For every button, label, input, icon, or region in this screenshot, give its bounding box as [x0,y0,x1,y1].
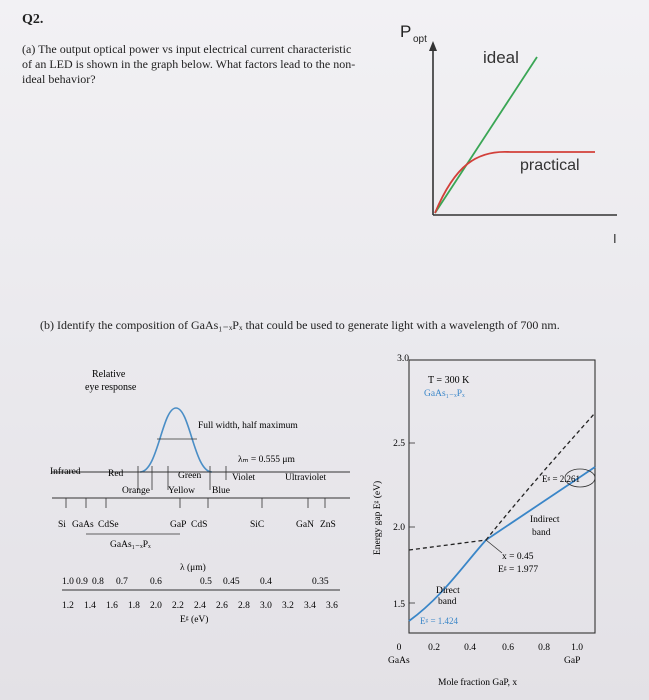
sketch-x-axis-label: I [613,231,617,246]
sketch-y-axis-subscript: opt [413,34,427,45]
svg-text:2.0: 2.0 [393,523,405,533]
red-label: Red [108,469,124,479]
svg-text:3.0: 3.0 [397,354,409,364]
svg-text:1.0: 1.0 [62,577,74,587]
fwhm-label: Full width, half maximum [198,421,298,431]
svg-text:3.6: 3.6 [326,601,338,611]
material-gap: GaP [170,520,187,530]
pi-sketch [395,15,640,260]
bandgap-y-title: Energy gap Eᵍ (eV) [373,480,383,555]
sketch-y-arrow [429,41,437,51]
ideal-curve [435,57,537,213]
practical-label: practical [520,157,580,174]
material-cds: CdS [191,520,208,530]
svg-text:0.35: 0.35 [312,577,329,587]
bandgap-x-title: Mole fraction GaP, x [438,678,518,688]
indirect-label-2: band [532,528,551,538]
question-part-b: (b) Identify the composition of GaAs₁₋ₓPₓ that could be used to generate light with a wavelength of 700 nm. [40,318,560,332]
svg-text:1.5: 1.5 [393,600,405,610]
material-ticks [66,498,325,508]
material-si: Si [58,520,66,530]
material-zns: ZnS [320,520,336,530]
svg-text:3.4: 3.4 [304,601,316,611]
green-label: Green [178,471,202,481]
alloy-label: GaAs₁₋ₓPₓ [110,540,151,550]
x045-leader [486,540,502,553]
lambda-m-label: λₘ = 0.555 μm [238,455,295,465]
svg-text:2.0: 2.0 [150,601,162,611]
x-left-label: GaAs [388,656,410,666]
svg-text:2.5: 2.5 [393,439,405,449]
material-sic: SiC [250,520,265,530]
material-gaas: GaAs [72,520,94,530]
eg1424-label: Eᵍ = 1.424 [420,616,459,626]
svg-text:0.6: 0.6 [502,643,514,653]
material-cdse: CdSe [98,520,119,530]
svg-text:0.5: 0.5 [200,577,212,587]
direct-band-curve [409,540,486,621]
eye-response-curve [140,408,212,472]
svg-text:0.45: 0.45 [223,577,240,587]
eg-2261-label: Eᵍ = 2.261 [542,474,581,484]
infrared-label: Infrared [50,467,81,477]
svg-text:0.2: 0.2 [428,643,440,653]
question-part-a: (a) The output optical power vs input electrical current characteristic of an LED is shown in the graph below. What factors lead to the non-ideal behavior? [22,42,356,86]
x045-label: x = 0.45 [502,552,534,562]
svg-text:0.4: 0.4 [464,643,476,653]
orange-label: Orange [122,486,150,496]
energy-axis-label: Eᵍ (eV) [180,615,209,625]
svg-text:3.2: 3.2 [282,601,294,611]
question-number: Q2. [22,12,44,27]
svg-text:2.8: 2.8 [238,601,250,611]
svg-text:2.6: 2.6 [216,601,228,611]
bandgap-plot [362,345,647,695]
blue-label: Blue [212,486,230,496]
indirect-label-1: Indirect [530,515,560,525]
svg-text:1.6: 1.6 [106,601,118,611]
svg-text:2.2: 2.2 [172,601,184,611]
svg-text:0.6: 0.6 [150,577,162,587]
svg-text:0.8: 0.8 [92,577,104,587]
svg-text:1.2: 1.2 [62,601,74,611]
x-right-label: GaP [564,656,581,666]
energy-ticks [62,601,338,611]
eye-response-label: eye response [85,382,137,393]
material-gan: GaN [296,520,314,530]
spectrum-figure [40,362,358,627]
svg-text:0.4: 0.4 [260,577,272,587]
svg-text:2.4: 2.4 [194,601,206,611]
lambda-ticks [62,577,329,587]
bandgap-x-ticks [397,643,584,653]
svg-text:1.0: 1.0 [571,643,583,653]
indirect-band-dashed [409,540,486,550]
relative-label: Relative [92,369,126,380]
svg-text:0.9: 0.9 [76,577,88,587]
material-label: GaAs₁₋ₓPₓ [424,389,465,399]
bandgap-y-ticks [393,354,409,610]
svg-text:1.8: 1.8 [128,601,140,611]
ideal-label: ideal [483,48,519,67]
direct-label-2: band [438,597,457,607]
yellow-label: Yellow [168,486,196,496]
lambda-axis-label: λ (μm) [180,563,206,573]
sketch-y-axis-label: P [400,22,412,41]
direct-label-1: Direct [436,586,460,596]
svg-text:0: 0 [396,643,402,653]
ultraviolet-label: Ultraviolet [285,473,327,483]
temperature-label: T = 300 K [428,375,470,386]
svg-text:0.8: 0.8 [538,643,550,653]
svg-text:0.7: 0.7 [116,577,128,587]
svg-text:1.4: 1.4 [84,601,96,611]
eg1977-label: Eᵍ = 1.977 [498,565,539,575]
violet-label: Violet [232,473,256,483]
svg-text:3.0: 3.0 [260,601,272,611]
